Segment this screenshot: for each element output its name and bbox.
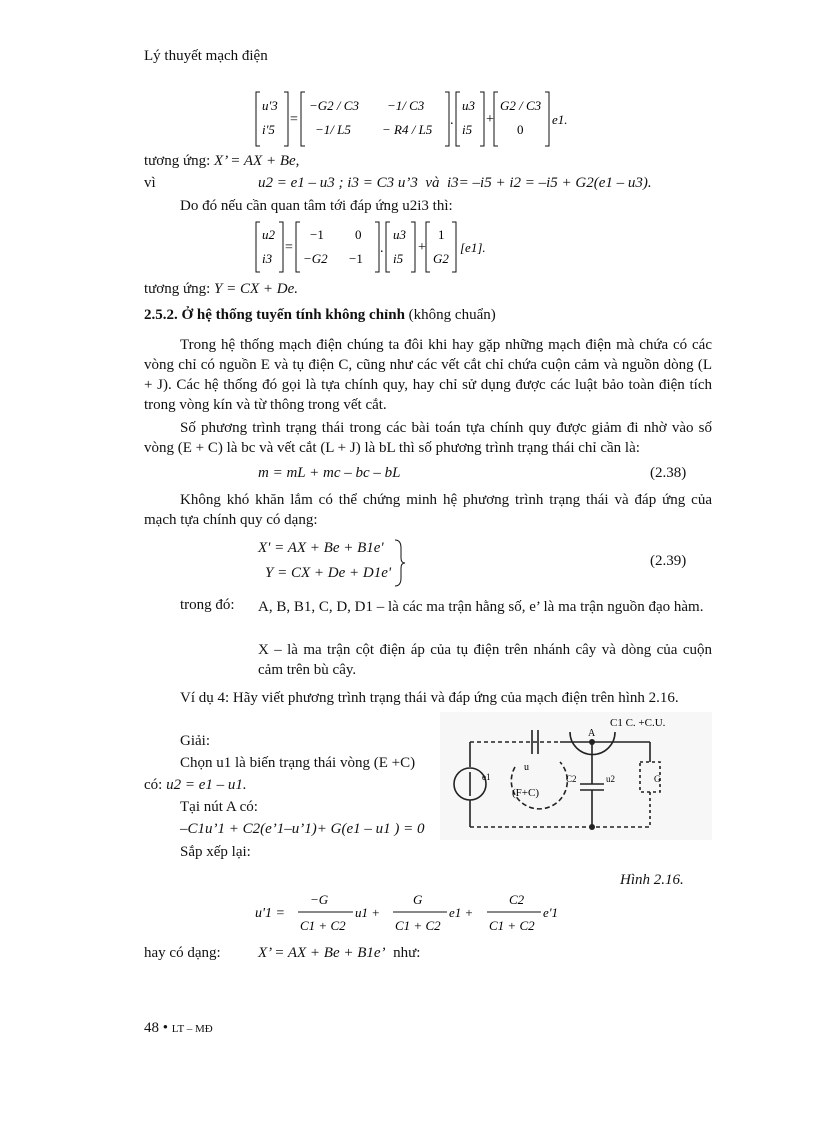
paragraph-3: Không khó khăn lắm có thể chứng minh hệ phương trình trạng thái và đáp ứng của mạch tựa chính quy có dạng: <box>144 492 712 528</box>
circuit-figure-2-16 <box>440 712 712 840</box>
lhs-u3prime: u'3 <box>262 98 278 113</box>
svg-text:G: G <box>654 774 661 784</box>
solution-line-5: Sắp xếp lại: <box>180 844 251 860</box>
svg-text:G2: G2 <box>433 251 449 266</box>
svg-text:u3: u3 <box>393 227 406 242</box>
correspondence-line-1: tương ứng: X’ = AX + Be, <box>144 153 300 169</box>
svg-text:e1: e1 <box>482 772 491 782</box>
x2: i5 <box>462 122 473 137</box>
lhs-i5prime: i'5 <box>262 122 275 137</box>
hay-line-label: hay có dạng: <box>144 945 221 961</box>
svg-text:+: + <box>486 112 494 127</box>
svg-text:1: 1 <box>438 227 445 242</box>
svg-text:C2: C2 <box>509 892 525 907</box>
equation-2-39-line1: X' = AX + Be + B1e' <box>258 540 384 556</box>
equation-number-2-39: (2.39) <box>650 553 687 569</box>
svg-text:=: = <box>285 240 293 255</box>
svg-text:[e1].: [e1]. <box>460 240 486 255</box>
svg-text:−1: −1 <box>349 251 363 266</box>
svg-text:e1 +: e1 + <box>449 905 474 920</box>
svg-text:u2: u2 <box>262 227 275 242</box>
where-item-1: A, B, B1, C, D, D1 – là các ma trận hằng số, e’ là ma trận nguồn đạo hàm. <box>258 599 704 615</box>
solution-title: Giải: <box>180 733 210 749</box>
svg-text:u'1 =: u'1 = <box>255 906 285 921</box>
final-fraction-equation <box>255 888 575 936</box>
svg-text:C1 + C2: C1 + C2 <box>300 918 346 933</box>
solution-line-4: –C1u’1 + C2(e’1–u’1)+ G(e1 – u1 ) = 0 <box>180 821 425 837</box>
therefore-line: Do đó nếu cần quan tâm tới đáp ứng u2i3 thì: <box>180 198 453 214</box>
example-4: Ví dụ 4: Hãy viết phương trình trạng thái và đáp ứng của mạch điện trên hình 2.16. <box>180 690 679 706</box>
x1: u3 <box>462 98 475 113</box>
solution-line-3: Tại nút A có: <box>180 799 258 815</box>
svg-text:u2: u2 <box>606 774 615 784</box>
svg-text:e'1: e'1 <box>543 905 559 920</box>
a22: − R4 / L5 <box>382 122 433 137</box>
paragraph-2: Số phương trình trạng thái trong các bài toán tựa chính quy được giảm đi nhờ vào số vòng (E + C) là bc và vết cắt (L + J) là bL thì số phương trình trạng thái chỉ cần là: <box>144 420 712 456</box>
svg-text:C2: C2 <box>566 774 577 784</box>
svg-text:G: G <box>413 892 423 907</box>
svg-text:−1: −1 <box>310 227 324 242</box>
page-number: 48 <box>144 1020 159 1036</box>
section-heading: 2.5.2. Ở hệ thống tuyến tính không chỉnh (không chuẩn) <box>144 307 496 323</box>
state-equation-matrix <box>255 90 595 150</box>
svg-text:C1 C. +C.U.: C1 C. +C.U. <box>610 717 666 729</box>
where-label: trong đó: <box>180 597 235 613</box>
svg-text:u1 +: u1 + <box>355 905 381 920</box>
svg-text:C1 + C2: C1 + C2 <box>395 918 441 933</box>
a21: −1/ L5 <box>315 122 351 137</box>
because-expr: u2 = e1 – u3 ; i3 = C3 u’3 và i3= –i5 + i2 = –i5 + G2(e1 – u3). <box>258 175 652 191</box>
solution-line-2: có: u2 = e1 – u1. <box>144 777 247 793</box>
svg-text:(F+C): (F+C) <box>512 787 539 799</box>
equation-2-38: m = mL + mc – bc – bL <box>258 465 401 481</box>
svg-text:+: + <box>418 240 426 255</box>
svg-text:u: u <box>524 762 529 773</box>
equation-2-39-line2: Y = CX + De + D1e' <box>265 565 392 581</box>
b1: G2 / C3 <box>500 98 542 113</box>
hay-line-expr: X’ = AX + Be + B1e’ như: <box>258 945 421 961</box>
svg-text:−G2: −G2 <box>303 251 328 266</box>
because-line: vì <box>144 175 156 191</box>
svg-text:i3: i3 <box>262 251 273 266</box>
e1: e1. <box>552 112 568 127</box>
solution-line-1: Chọn u1 là biến trạng thái vòng (E +C) <box>180 755 416 771</box>
right-brace <box>393 538 407 588</box>
svg-text:0: 0 <box>355 227 362 242</box>
where-item-2: X – là ma trận cột điện áp của tụ điện trên nhánh cây và dòng của cuộn cảm trên bù cây. <box>258 642 712 678</box>
svg-text:.: . <box>450 113 454 128</box>
svg-text:A: A <box>588 728 596 739</box>
equation-number-2-38: (2.38) <box>650 465 687 481</box>
svg-text:=: = <box>290 112 298 127</box>
figure-caption: Hình 2.16. <box>620 872 684 888</box>
b2: 0 <box>517 122 524 137</box>
running-title: Lý thuyết mạch điện <box>144 48 268 64</box>
svg-text:C1 + C2: C1 + C2 <box>489 918 535 933</box>
output-equation-matrix <box>255 220 515 276</box>
svg-text:−G: −G <box>310 892 329 907</box>
footer: 48 • LT – MĐ <box>144 1020 213 1036</box>
correspondence-line-2: tương ứng: Y = CX + De. <box>144 281 299 297</box>
svg-text:.: . <box>380 241 384 256</box>
paragraph-1: Trong hệ thống mạch điện chúng ta đôi khi hay gặp những mạch điện mà chứa có các vòng chỉ có nguồn E và tụ điện C, cũng như các vết cắt chỉ chứa cuộn cảm và nguồn dòng (L + J). Các hệ thống đó gọi là tựa chính quy, hay chỉ sử dụng được các luật bảo toàn điện tích trong vòng kín và từ thông trong vết cắt. <box>144 337 712 413</box>
a11: −G2 / C3 <box>309 98 359 113</box>
svg-text:i5: i5 <box>393 251 404 266</box>
a12: −1/ C3 <box>387 98 425 113</box>
